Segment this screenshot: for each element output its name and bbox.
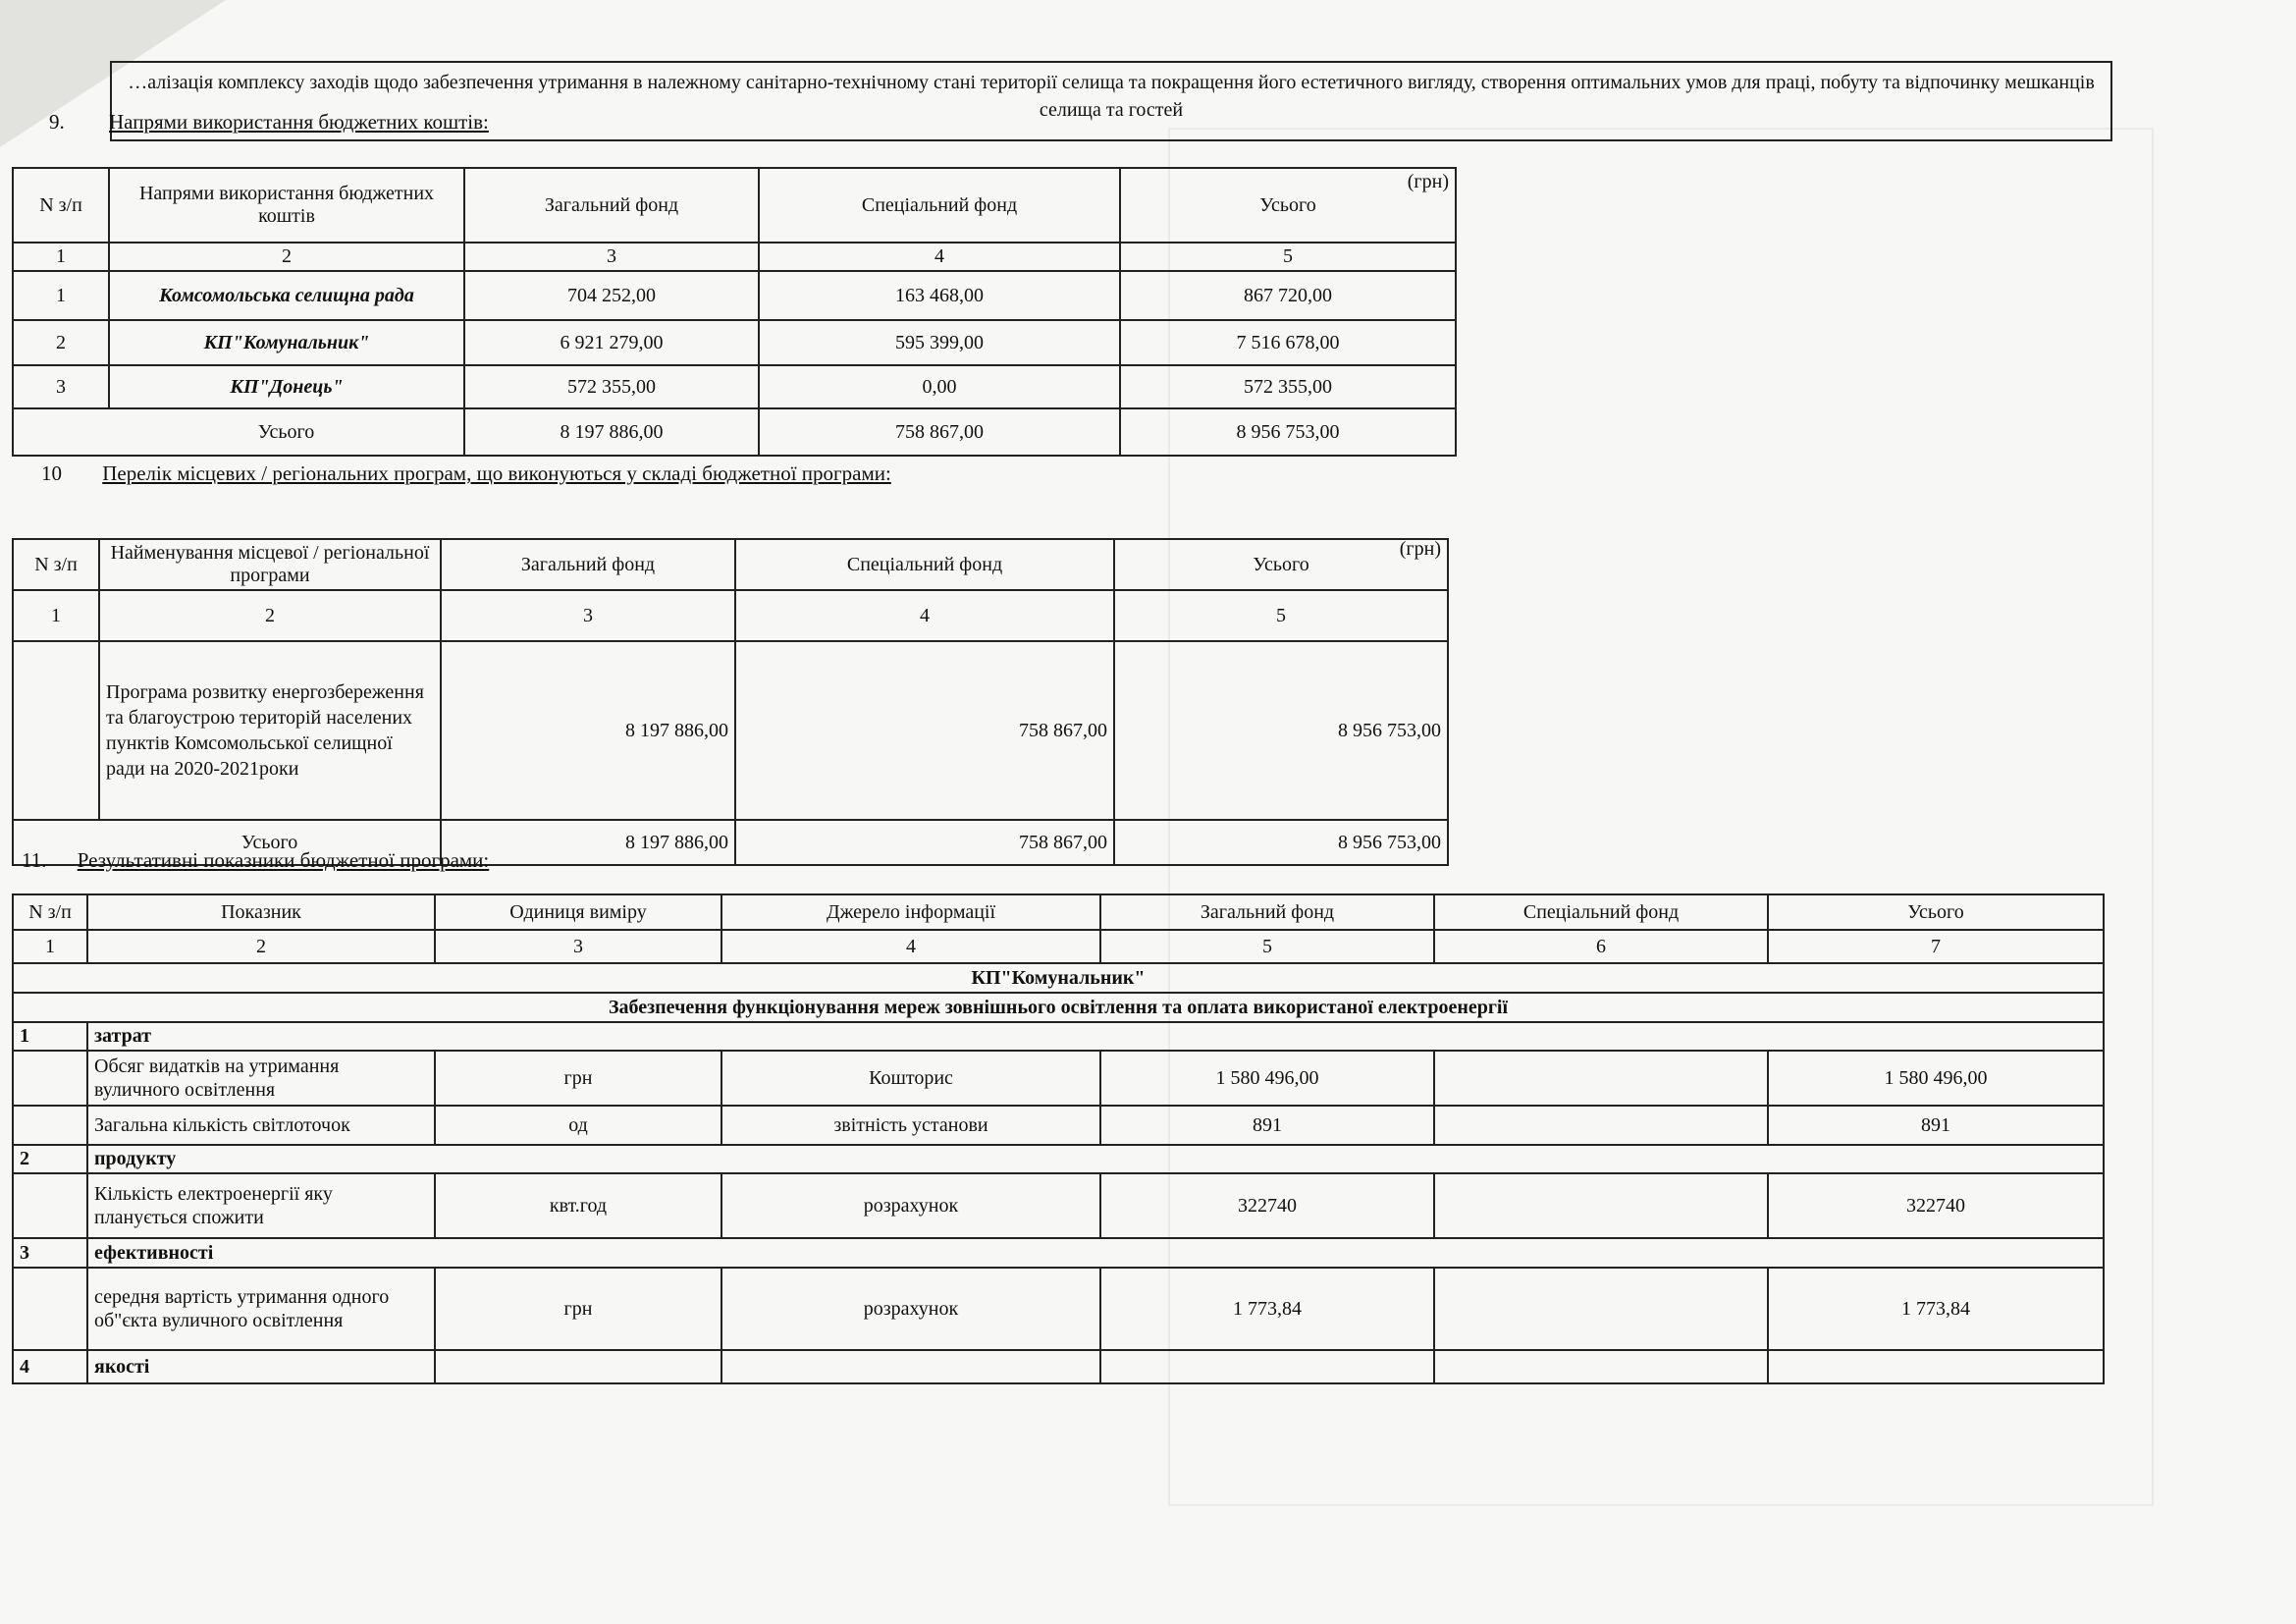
s9-unit: (грн) [1407,171,1449,192]
row-number: 1 [13,271,109,320]
row-special: 163 468,00 [759,271,1120,320]
section11-number: 11. [22,848,47,872]
s9-header-n: N з/п [13,168,109,243]
s10-colnum: 4 [735,590,1114,641]
s11-header-special: Спеціальний фонд [1434,894,1768,930]
indicator-general: 1 580 496,00 [1100,1051,1434,1106]
indicator-total: 1 773,84 [1768,1268,2104,1350]
intro-text: …алізація комплексу заходів щодо забезпечення утримання в належному санітарно-технічному стані території селища та покращення його естетичного вигляду, створення оптимальних умов для праці, побуту та відпочинку мешканців селища та гостей [128,72,2095,121]
s9-colnum: 3 [464,243,759,271]
row-total: 867 720,00 [1120,271,1456,320]
s11-header-general: Загальний фонд [1100,894,1434,930]
section9-table [12,167,1457,457]
s11-colnum: 7 [1768,930,2104,963]
group-number: 1 [13,1022,87,1051]
row-total: 572 355,00 [1120,365,1456,408]
s9-colnum: 1 [13,243,109,271]
s10-header-total-label: Усього [1253,553,1309,575]
s9-header-total-label: Усього [1259,193,1316,216]
row-special: 595 399,00 [759,320,1120,365]
s9-colnum: 4 [759,243,1120,271]
task-row: Забезпечення функціонування мереж зовнішнього освітлення та оплата використаної електроенергії [13,993,2104,1022]
section9-title: Напрями використання бюджетних коштів: [109,110,489,134]
s9-header-special: Спеціальний фонд [759,168,1120,243]
row-total: 7 516 678,00 [1120,320,1456,365]
s10-header-total [1114,539,1448,590]
s10-header-special: Спеціальний фонд [735,539,1114,590]
s11-colnum: 6 [1434,930,1768,963]
indicator-total: 322740 [1768,1173,2104,1238]
table-row [13,271,1456,320]
indicator-unit: квт.год [435,1173,721,1238]
section9-number: 9. [49,110,65,134]
row-special: 0,00 [759,365,1120,408]
section11-heading [22,848,489,873]
group-number: 3 [13,1238,87,1268]
indicator-source: розрахунок [721,1268,1100,1350]
group-row [13,1238,2104,1268]
row-general: 704 252,00 [464,271,759,320]
indicator-source: Кошторис [721,1051,1100,1106]
program-name: Програма розвитку енергозбереження та благоустрою територій населених пунктів Комсомольської селищної ради на 2020-2021роки [99,641,441,820]
s9-colnum: 5 [1120,243,1456,271]
group-label: ефективності [87,1238,2104,1268]
section10-table [12,538,1449,866]
indicator-unit: грн [435,1051,721,1106]
total-general: 8 197 886,00 [441,820,735,865]
section9-heading [49,110,489,135]
group-row [13,1350,2104,1383]
s9-colnum: 2 [109,243,464,271]
table-row [13,1173,2104,1238]
indicator-total: 1 580 496,00 [1768,1051,2104,1106]
s11-header-total: Усього [1768,894,2104,930]
row-number: 3 [13,365,109,408]
total-special: 758 867,00 [735,820,1114,865]
group-row [13,1022,2104,1051]
group-number: 2 [13,1145,87,1173]
section11-table [12,893,2105,1384]
group-row [13,1145,2104,1173]
row-general: 572 355,00 [464,365,759,408]
row-name: КП"Комунальник" [109,320,464,365]
indicator-source: розрахунок [721,1173,1100,1238]
group-label: затрат [87,1022,2104,1051]
indicator-total: 891 [1768,1106,2104,1145]
row-general: 6 921 279,00 [464,320,759,365]
row-name: КП"Донець" [109,365,464,408]
indicator-source: звітність установи [721,1106,1100,1145]
indicator-special [1434,1106,1768,1145]
indicator-unit: од [435,1106,721,1145]
row-number: 2 [13,320,109,365]
s9-header-general: Загальний фонд [464,168,759,243]
indicator-special [1434,1051,1768,1106]
table-row [13,1106,2104,1145]
section11-title: Результативні показники бюджетної програми: [77,848,490,872]
group-number: 4 [13,1350,87,1383]
indicator-general: 891 [1100,1106,1434,1145]
table-row [13,1268,2104,1350]
s11-colnum: 4 [721,930,1100,963]
indicator-name: Обсяг видатків на утримання вуличного освітлення [87,1051,435,1106]
section10-title: Перелік місцевих / регіональних програм, що виконуються у складі бюджетної програми: [102,461,891,485]
program-special: 758 867,00 [735,641,1114,820]
total-row [13,408,1456,456]
s9-header-total [1120,168,1456,243]
indicator-special [1434,1268,1768,1350]
indicator-special [1434,1173,1768,1238]
table-row [13,641,1448,820]
row-name: Комсомольська селищна рада [109,271,464,320]
s10-colnum: 2 [99,590,441,641]
s11-colnum: 2 [87,930,435,963]
s11-header-source: Джерело інформації [721,894,1100,930]
total-label: Усього [99,820,441,865]
indicator-name: середня вартість утримання одного об"єкта вуличного освітлення [87,1268,435,1350]
section10-number: 10 [41,461,62,485]
indicator-unit: грн [435,1268,721,1350]
s11-colnum: 3 [435,930,721,963]
group-label: якості [87,1350,435,1383]
s11-colnum: 1 [13,930,87,963]
s11-header-indicator: Показник [87,894,435,930]
program-general: 8 197 886,00 [441,641,735,820]
indicator-general: 1 773,84 [1100,1268,1434,1350]
org-row: КП"Комунальник" [13,963,2104,993]
total-special: 758 867,00 [759,408,1120,456]
s10-header-program: Найменування місцевої / регіональної програми [99,539,441,590]
s10-header-general: Загальний фонд [441,539,735,590]
program-total: 8 956 753,00 [1114,641,1448,820]
table-row [13,365,1456,408]
s10-colnum: 5 [1114,590,1448,641]
table-row [13,320,1456,365]
s10-header-n: N з/п [13,539,99,590]
total-total: 8 956 753,00 [1114,820,1448,865]
table-row [13,1051,2104,1106]
s10-unit: (грн) [1399,539,1441,560]
indicator-general: 322740 [1100,1173,1434,1238]
total-general: 8 197 886,00 [464,408,759,456]
section10-heading [41,461,891,486]
s10-colnum: 3 [441,590,735,641]
total-total: 8 956 753,00 [1120,408,1456,456]
s11-header-unit: Одиниця виміру [435,894,721,930]
indicator-name: Кількість електроенергії яку планується спожити [87,1173,435,1238]
s11-header-n: N з/п [13,894,87,930]
s9-header-direction: Напрями використання бюджетних коштів [109,168,464,243]
s10-colnum: 1 [13,590,99,641]
group-label: продукту [87,1145,2104,1173]
s11-colnum: 5 [1100,930,1434,963]
total-label: Усього [109,408,464,456]
indicator-name: Загальна кількість світлоточок [87,1106,435,1145]
